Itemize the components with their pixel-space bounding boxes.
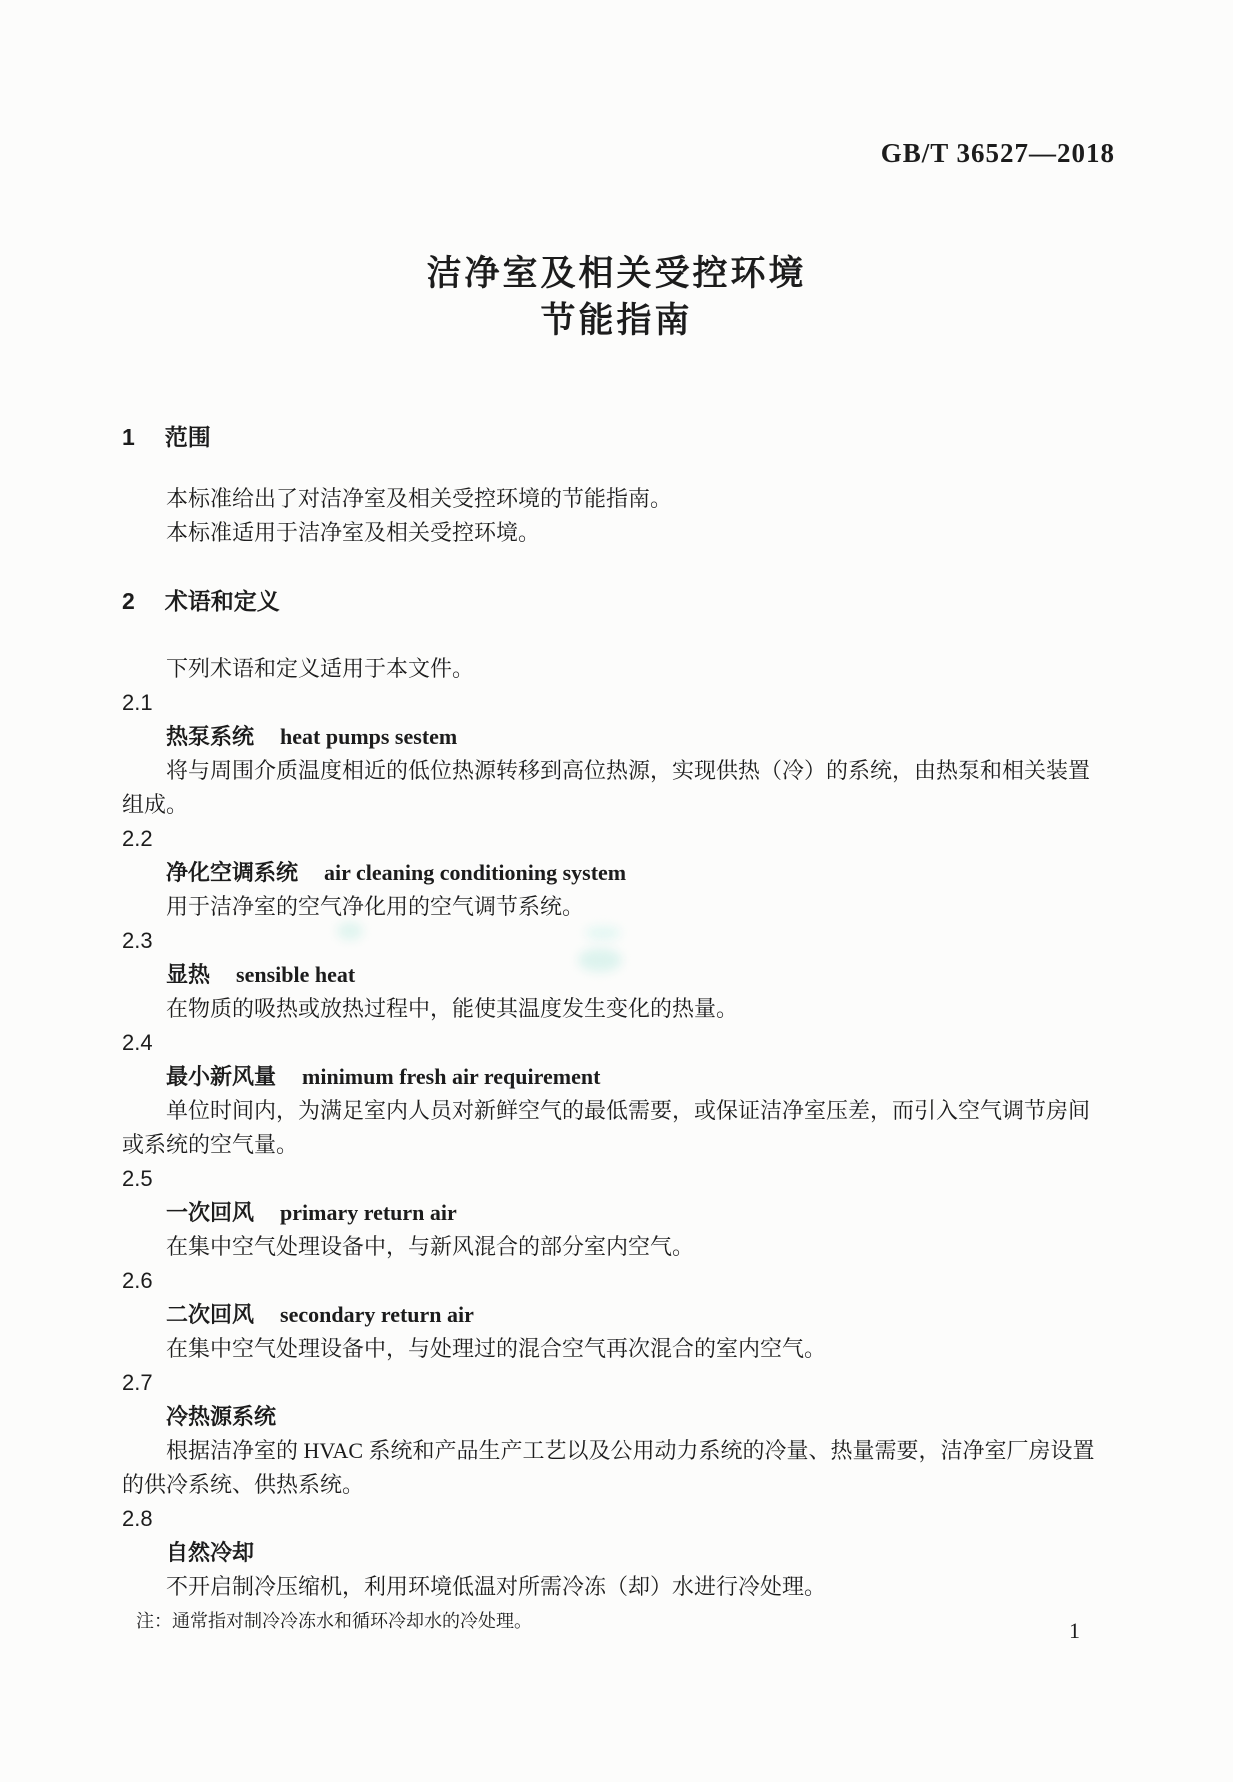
term-name bbox=[122, 1536, 1110, 1570]
term-name-zh: 热泵系统 bbox=[166, 724, 255, 749]
document-body bbox=[122, 420, 1110, 1638]
term-name bbox=[122, 1060, 1110, 1094]
term-number: 2.6 bbox=[122, 1268, 153, 1293]
term-name-en: heat pumps sestem bbox=[280, 724, 458, 749]
term-name-en: secondary return air bbox=[280, 1302, 474, 1327]
term-name bbox=[122, 1196, 1110, 1230]
term-definition: 在集中空气处理设备中，与处理过的混合空气再次混合的室内空气。 bbox=[166, 1336, 827, 1361]
term-definition: 在物质的吸热或放热过程中，能使其温度发生变化的热量。 bbox=[166, 996, 739, 1021]
term-name-zh: 最小新风量 bbox=[166, 1064, 277, 1089]
term-number: 2.7 bbox=[122, 1370, 153, 1395]
term-entry bbox=[122, 1502, 1110, 1638]
page-number: 1 bbox=[1069, 1618, 1080, 1643]
term-name-zh: 净化空调系统 bbox=[166, 860, 299, 885]
document-title-line1: 洁净室及相关受控环境 bbox=[426, 254, 807, 293]
term-definition: 单位时间内，为满足室内人员对新鲜空气的最低需要，或保证洁净室压差，而引入空气调节房间或系统的空气量。 bbox=[122, 1098, 1091, 1157]
term-name-en: sensible heat bbox=[236, 962, 356, 987]
term-name-zh: 显热 bbox=[166, 962, 211, 987]
term-name bbox=[122, 720, 1110, 754]
term-name-en: primary return air bbox=[280, 1200, 457, 1225]
term-number: 2.1 bbox=[122, 690, 153, 715]
term-entry bbox=[122, 1366, 1110, 1502]
term-name-en: air cleaning conditioning system bbox=[324, 860, 627, 885]
term-name-zh: 二次回风 bbox=[166, 1302, 255, 1327]
section-2-number: 2 bbox=[122, 588, 135, 614]
scope-paragraph: 本标准适用于洁净室及相关受控环境。 bbox=[166, 520, 541, 545]
document-title-line2: 节能指南 bbox=[540, 301, 693, 340]
term-definition: 用于洁净室的空气净化用的空气调节系统。 bbox=[166, 894, 585, 919]
standard-number: GB/T 36527—2018 bbox=[880, 138, 1115, 168]
term-number: 2.4 bbox=[122, 1030, 153, 1055]
term-name bbox=[122, 958, 1110, 992]
section-2-title: 术语和定义 bbox=[164, 588, 280, 614]
section-1-title: 范围 bbox=[164, 424, 211, 450]
term-name-zh: 一次回风 bbox=[166, 1200, 255, 1225]
terms-intro: 下列术语和定义适用于本文件。 bbox=[166, 656, 475, 681]
term-entry bbox=[122, 686, 1110, 822]
term-number: 2.8 bbox=[122, 1506, 153, 1531]
term-entry bbox=[122, 924, 1110, 1026]
term-name bbox=[122, 856, 1110, 890]
term-definition: 将与周围介质温度相近的低位热源转移到高位热源，实现供热（冷）的系统，由热泵和相关装置组成。 bbox=[122, 758, 1091, 817]
term-name-en: minimum fresh air requirement bbox=[302, 1064, 601, 1089]
section-1-number: 1 bbox=[122, 424, 135, 450]
term-name bbox=[122, 1298, 1110, 1332]
term-definition: 不开启制冷压缩机，利用环境低温对所需冷冻（却）水进行冷处理。 bbox=[166, 1574, 827, 1599]
term-name bbox=[122, 1400, 1110, 1434]
term-note: 注：通常指对制冷冷冻水和循环冷却水的冷处理。 bbox=[136, 1611, 532, 1631]
term-entry bbox=[122, 1162, 1110, 1264]
term-definition: 根据洁净室的 HVAC 系统和产品生产工艺以及公用动力系统的冷量、热量需要，洁净室厂房设置的供冷系统、供热系统。 bbox=[122, 1438, 1095, 1497]
term-entry bbox=[122, 1264, 1110, 1366]
terms-list bbox=[122, 686, 1110, 1638]
term-name-zh: 冷热源系统 bbox=[166, 1404, 277, 1429]
term-definition: 在集中空气处理设备中，与新风混合的部分室内空气。 bbox=[166, 1234, 695, 1259]
term-entry bbox=[122, 822, 1110, 924]
term-entry bbox=[122, 1026, 1110, 1162]
scope-paragraph: 本标准给出了对洁净室及相关受控环境的节能指南。 bbox=[166, 486, 673, 511]
term-number: 2.3 bbox=[122, 928, 153, 953]
term-number: 2.2 bbox=[122, 826, 153, 851]
section-2-heading bbox=[122, 584, 1110, 618]
section-1-heading bbox=[122, 420, 1110, 454]
document-title bbox=[0, 250, 1233, 344]
term-number: 2.5 bbox=[122, 1166, 153, 1191]
term-name-zh: 自然冷却 bbox=[166, 1540, 255, 1565]
